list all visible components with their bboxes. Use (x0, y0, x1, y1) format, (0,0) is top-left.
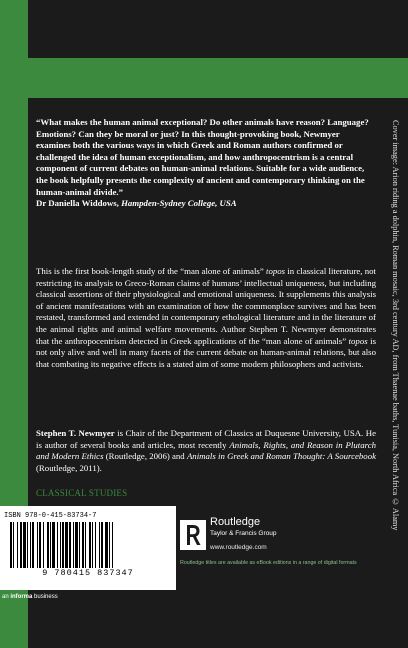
barcode-stripe (10, 522, 12, 568)
endorser-institution: Hampden-Sydney College, USA (121, 198, 237, 209)
barcode-stripe (50, 522, 51, 568)
book-description (36, 266, 376, 370)
barcode-stripe (99, 522, 100, 568)
endorsement-attribution (36, 198, 376, 210)
barcode-stripe (39, 522, 41, 568)
barcode-stripe (47, 522, 49, 568)
series-label: CLASSICAL STUDIES (36, 488, 128, 498)
barcode-stripe (79, 522, 80, 568)
barcode-number: 9 780415 837347 (42, 568, 134, 578)
barcode-stripe (89, 522, 91, 568)
barcode-stripe (101, 522, 103, 568)
barcode-stripe (60, 522, 61, 568)
author-book-title: Animals, Rights, and Reason in Plutarch and Modern Ethics (36, 439, 376, 462)
publisher-group: Taylor & Francis Group (210, 530, 277, 537)
barcode-stripe (13, 522, 14, 568)
barcode-box (0, 506, 176, 590)
description-emphasis: topos (266, 266, 286, 276)
ebook-note: Routledge titles are available as eBook editions in a range of digital formats (180, 560, 357, 566)
author-bio-text: (Routledge, 2011). (36, 462, 102, 473)
top-green-band (0, 58, 408, 98)
barcode-image (4, 522, 172, 568)
barcode-stripe (112, 522, 113, 568)
informa-tagline (2, 594, 58, 600)
barcode-stripe (92, 522, 93, 568)
isbn-label: ISBN 978-0-415-83734-7 (4, 512, 97, 520)
author-bio (36, 428, 376, 474)
barcode-stripe (52, 522, 55, 568)
barcode-stripe (109, 522, 110, 568)
barcode-stripe (85, 522, 86, 568)
informa-suffix: business (32, 594, 58, 600)
barcode-stripe (75, 522, 78, 568)
description-emphasis: topos (348, 335, 368, 346)
description-text: is not only alive and well in many facets of the current debate on human-animal relations, but also that combating its negative effects is a stated aim of some modern philosophers and activists. (36, 335, 376, 369)
barcode-stripe (82, 522, 84, 568)
barcode-stripe (57, 522, 58, 568)
informa-brand: informa (10, 594, 33, 600)
barcode-stripe (17, 522, 18, 568)
author-name: Stephen T. Newmyer (36, 428, 115, 438)
publisher-url[interactable]: www.routledge.com (210, 544, 267, 551)
barcode-stripe (95, 522, 96, 568)
barcode-stripe (20, 522, 22, 568)
author-bio-text: is Chair of the Department of Classics at Duquesne University, USA. He is author of several books and articles, most recently (36, 428, 376, 450)
informa-prefix: an (2, 594, 11, 600)
description-text: in classical literature, not restricting its analysis to Greco-Roman claims of humans’ intellectual uniqueness, but including classical assertions of their physiological and emotional uniqueness. It supplements this analysis of ancient manifestations with an examination of how the commonplace survives and has been restated, transformed and extended in contemporary ethological literature and in the literature of the animal rights and animal welfare movements. Author Stephen T. Newmyer demonstrates that the anthropocentrism detected in Greek applications of the “man alone of animals” (36, 266, 376, 346)
description-text: This is the first book-length study of the “man alone of animals” (36, 266, 267, 276)
barcode-stripe (30, 522, 31, 568)
barcode-stripe (69, 522, 71, 568)
endorser-name: Dr Daniella Widdows, (36, 198, 122, 209)
barcode-stripe (65, 522, 68, 568)
routledge-logo-icon (180, 520, 206, 550)
barcode-stripe (43, 522, 44, 568)
endorsement-quote (36, 117, 376, 210)
barcode-stripe (73, 522, 74, 568)
barcode-stripe (27, 522, 28, 568)
author-bio-text: (Routledge, 2006) and (103, 451, 187, 462)
barcode-stripe (62, 522, 64, 568)
publisher-name: Routledge (210, 516, 261, 528)
barcode-stripe (105, 522, 108, 568)
endorsement-text: “What makes the human animal exceptional? Do other animals have reason? Language? Emotions? Can they be moral or just? In this thought-provoking book, Newmyer examines both the various ways in which Greek and Roman authors confirmed or challenged the idea of human exceptionalism, and how anthropocentrism is a central component of current debates on human-animal relations. Suitable for a wide audience, the book helpfully presents the complexity of ancient and contemporary thinking on the human-animal divide.” (36, 117, 369, 197)
barcode-stripe (37, 522, 38, 568)
barcode-stripe (23, 522, 26, 568)
cover-image-credit: Cover image: Arion riding a dolphin, Roman mosaic, 3rd century AD, from Thaenae baths, Tunisia, North Africa © Alamy (391, 120, 400, 531)
author-book-title: Animals in Greek and Roman Thought: A Sourcebook (186, 451, 377, 462)
barcode-stripe (32, 522, 34, 568)
